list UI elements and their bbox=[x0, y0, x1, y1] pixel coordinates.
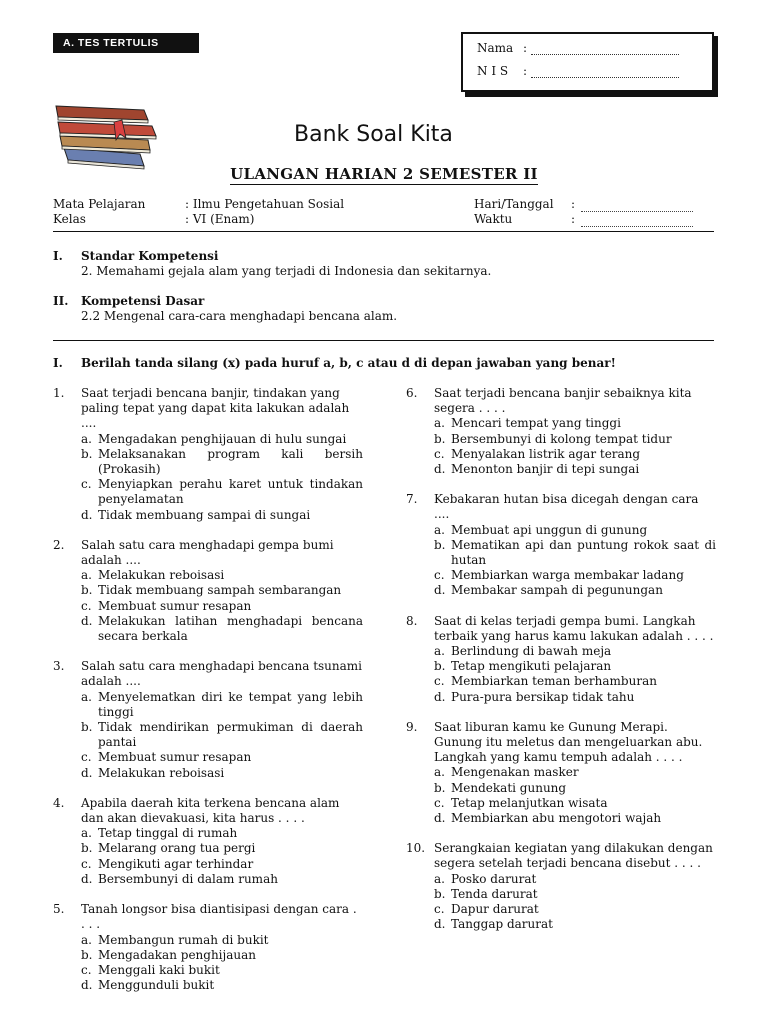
question-number: 2. bbox=[53, 537, 65, 552]
option-text: Tidak membuang sampai di sungai bbox=[98, 507, 311, 522]
option-text: Melakukan reboisasi bbox=[98, 568, 225, 583]
option-letter: a. bbox=[434, 765, 445, 780]
option-text: Membangun rumah di bukit bbox=[98, 932, 269, 947]
option-text: Mengenakan masker bbox=[451, 765, 579, 780]
exam-title-text: ULANGAN HARIAN 2 SEMESTER II bbox=[230, 165, 538, 183]
question-item bbox=[53, 659, 363, 781]
option-text: Bersembunyi di dalam rumah bbox=[98, 871, 278, 886]
answer-option[interactable] bbox=[434, 644, 716, 659]
option-text: Membiarkan warga membakar ladang bbox=[451, 568, 684, 583]
option-letter: d. bbox=[434, 462, 446, 477]
answer-option[interactable] bbox=[434, 659, 716, 674]
question-number: 5. bbox=[53, 902, 65, 917]
option-letter: c. bbox=[434, 446, 445, 461]
option-text: Tenda darurat bbox=[451, 886, 538, 901]
question-item bbox=[406, 492, 716, 598]
time-row bbox=[474, 212, 693, 227]
answer-option[interactable] bbox=[434, 416, 716, 431]
name-row bbox=[477, 41, 679, 55]
question-text: Saat terjadi bencana banjir sebaiknya kita segera . . . . bbox=[434, 386, 692, 416]
option-letter: c. bbox=[434, 568, 445, 583]
option-text: Mengadakan penghijauan di hulu sungai bbox=[98, 431, 347, 446]
questions-right-column bbox=[406, 386, 716, 948]
question-text: Saat di kelas terjadi gempa bumi. Langkah terbaik yang harus kamu lakukan adalah . . . . bbox=[434, 613, 714, 643]
question-item bbox=[406, 386, 716, 477]
question-item bbox=[53, 796, 363, 887]
answer-option[interactable] bbox=[434, 765, 716, 780]
time-sep: : bbox=[571, 212, 576, 226]
nis-field[interactable] bbox=[531, 67, 679, 78]
question-text: Serangkaian kegiatan yang dilakukan dengan segera setelah terjadi bencana disebut . . . . bbox=[434, 841, 713, 871]
question-text: Apabila daerah kita terkena bencana alam dan akan dievakuasi, kita harus . . . . bbox=[81, 795, 340, 826]
option-text: Mengadakan penghijauan bbox=[98, 947, 257, 962]
option-text: Melakukan reboisasi bbox=[98, 765, 225, 780]
brand-title: Bank Soal Kita bbox=[294, 122, 453, 147]
option-letter: b. bbox=[81, 841, 93, 856]
option-letter: d. bbox=[434, 811, 446, 826]
option-letter: a. bbox=[434, 871, 445, 886]
answer-option[interactable] bbox=[81, 720, 363, 750]
option-text: Mematikan api dan puntung rokok saat di hutan bbox=[451, 537, 716, 568]
answer-option[interactable] bbox=[434, 811, 716, 826]
option-text: Menyelematkan diri ke tempat yang lebih tinggi bbox=[98, 689, 363, 719]
option-text: Tetap melanjutkan wisata bbox=[451, 795, 608, 810]
date-sep: : bbox=[571, 197, 576, 211]
answer-option[interactable] bbox=[434, 690, 716, 705]
option-text: Menyiapkan perahu karet untuk tindakan penyelamatan bbox=[98, 477, 363, 507]
books-logo-icon bbox=[52, 100, 172, 170]
option-text: Membuat api unggun di gunung bbox=[451, 522, 648, 537]
sk-title: Standar Kompetensi bbox=[81, 249, 219, 263]
option-letter: c. bbox=[434, 674, 445, 689]
nis-sep: : bbox=[523, 64, 528, 78]
option-text: Tanggap darurat bbox=[451, 917, 553, 932]
option-text: Tetap mengikuti pelajaran bbox=[451, 659, 612, 674]
date-label: Hari/Tanggal bbox=[474, 197, 554, 211]
sk-item: 2. Memahami gejala alam yang terjadi di Indonesia dan sekitarnya. bbox=[81, 264, 492, 278]
option-letter: b. bbox=[81, 446, 93, 461]
option-text: Menggali kaki bukit bbox=[98, 962, 220, 977]
question-number: 4. bbox=[53, 795, 65, 810]
option-text: Dapur darurat bbox=[451, 902, 539, 917]
option-text: Melaksanakan program kali bersih (Prokasih) bbox=[98, 446, 363, 477]
question-item bbox=[406, 720, 716, 826]
option-text: Menyalakan listrik agar terang bbox=[451, 446, 641, 461]
question-text: Salah satu cara menghadapi gempa bumi adalah .... bbox=[81, 537, 334, 568]
question-number: 10. bbox=[406, 841, 426, 856]
subject-value: : Ilmu Pengetahuan Sosial bbox=[185, 197, 345, 211]
answer-option[interactable] bbox=[81, 614, 363, 644]
instruction-number: I. bbox=[53, 356, 63, 370]
option-letter: d. bbox=[434, 917, 446, 932]
question-item bbox=[53, 538, 363, 644]
answer-option[interactable] bbox=[434, 872, 716, 887]
answer-option[interactable] bbox=[434, 568, 716, 583]
answer-option[interactable] bbox=[81, 447, 363, 477]
question-item bbox=[406, 614, 716, 705]
option-letter: a. bbox=[81, 568, 92, 583]
answer-option[interactable] bbox=[81, 948, 363, 963]
option-text: Tidak membuang sampah sembarangan bbox=[98, 583, 342, 598]
class-label: Kelas bbox=[53, 212, 86, 226]
option-letter: b. bbox=[81, 720, 93, 735]
option-letter: b. bbox=[434, 659, 446, 674]
answer-option[interactable] bbox=[434, 583, 716, 598]
option-text: Mengikuti agar terhindar bbox=[98, 856, 254, 871]
time-field[interactable] bbox=[581, 217, 693, 227]
answer-option[interactable] bbox=[81, 933, 363, 948]
option-letter: c. bbox=[81, 962, 92, 977]
kd-item: 2.2 Mengenal cara-cara menghadapi bencana alam. bbox=[81, 309, 398, 323]
option-letter: c. bbox=[81, 750, 92, 765]
answer-option[interactable] bbox=[81, 599, 363, 614]
question-number: 6. bbox=[406, 386, 418, 400]
question-item bbox=[53, 902, 363, 993]
answer-option[interactable] bbox=[81, 841, 363, 856]
question-text: Tanah longsor bisa diantisipasi dengan cara . . . . bbox=[81, 902, 357, 932]
date-row bbox=[474, 197, 693, 212]
option-letter: a. bbox=[81, 932, 92, 947]
question-number: 7. bbox=[406, 492, 418, 507]
option-text: Bersembunyi di kolong tempat tidur bbox=[451, 431, 672, 446]
question-number: 8. bbox=[406, 613, 418, 628]
answer-option[interactable] bbox=[81, 477, 363, 507]
option-letter: d. bbox=[81, 613, 93, 628]
answer-option[interactable] bbox=[81, 432, 363, 447]
option-letter: b. bbox=[434, 431, 446, 446]
option-text: Menonton banjir di tepi sungai bbox=[451, 462, 640, 477]
question-text: Salah satu cara menghadapi bencana tsunami adalah .... bbox=[81, 659, 363, 689]
option-letter: b. bbox=[81, 947, 93, 962]
answer-option[interactable] bbox=[81, 978, 363, 993]
answer-option[interactable] bbox=[434, 781, 716, 796]
option-letter: a. bbox=[434, 644, 445, 659]
option-letter: c. bbox=[81, 856, 92, 871]
option-text: Membuat sumur resapan bbox=[98, 598, 252, 613]
exam-title bbox=[0, 165, 768, 183]
divider-mid bbox=[53, 340, 714, 341]
option-text: Posko darurat bbox=[451, 871, 537, 886]
question-item bbox=[406, 841, 716, 932]
question-number: 9. bbox=[406, 719, 418, 734]
answer-option[interactable] bbox=[434, 887, 716, 902]
option-letter: a. bbox=[434, 416, 445, 431]
name-label: Nama bbox=[477, 41, 514, 55]
answer-option[interactable] bbox=[81, 690, 363, 720]
question-item bbox=[53, 386, 363, 523]
instruction-text: Berilah tanda silang (x) pada huruf a, b, c atau d di depan jawaban yang benar! bbox=[81, 356, 616, 370]
answer-option[interactable] bbox=[81, 857, 363, 872]
question-text: Saat terjadi bencana banjir, tindakan yang paling tepat yang dapat kita lakukan adalah .... bbox=[81, 386, 350, 431]
option-letter: d. bbox=[434, 583, 446, 598]
option-letter: c. bbox=[434, 795, 445, 810]
date-field[interactable] bbox=[581, 202, 693, 212]
answer-option[interactable] bbox=[434, 902, 716, 917]
option-text: Membiarkan abu mengotori wajah bbox=[451, 811, 662, 826]
question-number: 1. bbox=[53, 386, 65, 400]
date-info bbox=[474, 197, 693, 227]
option-text: Berlindung di bawah meja bbox=[451, 644, 612, 659]
answer-option[interactable] bbox=[81, 583, 363, 598]
option-text: Tetap tinggal di rumah bbox=[98, 826, 238, 841]
option-letter: d. bbox=[81, 978, 93, 993]
answer-option[interactable] bbox=[81, 750, 363, 765]
option-letter: c. bbox=[81, 598, 92, 613]
option-text: Mencari tempat yang tinggi bbox=[451, 416, 621, 431]
option-text: Melakukan latihan menghadapi bencana secara berkala bbox=[98, 613, 363, 644]
option-letter: c. bbox=[81, 477, 92, 492]
section-tag: A. TES TERTULIS bbox=[53, 33, 199, 53]
nis-label: N I S bbox=[477, 64, 509, 78]
option-text: Melarang orang tua pergi bbox=[98, 841, 256, 856]
nis-row bbox=[477, 64, 679, 78]
option-text: Menggunduli bukit bbox=[98, 978, 215, 993]
question-text: Saat liburan kamu ke Gunung Merapi. Gunung itu meletus dan mengeluarkan abu. Langkah yang kamu tempuh adalah . . . . bbox=[434, 719, 703, 765]
answer-option[interactable] bbox=[81, 963, 363, 978]
answer-option[interactable] bbox=[81, 872, 363, 887]
option-text: Mendekati gunung bbox=[451, 780, 567, 795]
name-field[interactable] bbox=[531, 44, 679, 55]
question-number: 3. bbox=[53, 659, 65, 674]
time-label: Waktu bbox=[474, 212, 513, 226]
subject-label: Mata Pelajaran bbox=[53, 197, 146, 211]
option-letter: b. bbox=[434, 886, 446, 901]
option-text: Membuat sumur resapan bbox=[98, 750, 252, 765]
answer-option[interactable] bbox=[434, 432, 716, 447]
answer-option[interactable] bbox=[434, 538, 716, 568]
option-letter: d. bbox=[81, 765, 93, 780]
option-letter: a. bbox=[81, 689, 92, 704]
option-text: Membakar sampah di pegunungan bbox=[451, 583, 663, 598]
option-letter: d. bbox=[81, 871, 93, 886]
answer-option[interactable] bbox=[81, 826, 363, 841]
divider-top bbox=[53, 231, 714, 232]
subject-row bbox=[53, 197, 344, 212]
name-sep: : bbox=[523, 41, 528, 55]
option-letter: b. bbox=[81, 583, 93, 598]
kd-title: Kompetensi Dasar bbox=[81, 294, 205, 308]
answer-option[interactable] bbox=[81, 766, 363, 781]
identity-box bbox=[461, 32, 714, 92]
option-letter: b. bbox=[434, 780, 446, 795]
option-text: Tidak mendirikan permukiman di daerah pantai bbox=[98, 720, 363, 750]
answer-option[interactable] bbox=[434, 523, 716, 538]
option-letter: a. bbox=[434, 522, 445, 537]
kd-number: II. bbox=[53, 294, 69, 308]
answer-option[interactable] bbox=[434, 917, 716, 932]
answer-option[interactable] bbox=[434, 462, 716, 477]
option-text: Membiarkan teman berhamburan bbox=[451, 674, 657, 689]
sk-number: I. bbox=[53, 249, 63, 263]
answer-option[interactable] bbox=[434, 674, 716, 689]
answer-option[interactable] bbox=[434, 796, 716, 811]
question-text: Kebakaran hutan bisa dicegah dengan cara .... bbox=[434, 492, 699, 522]
class-value: : VI (Enam) bbox=[185, 212, 255, 226]
option-text: Pura-pura bersikap tidak tahu bbox=[451, 689, 635, 704]
class-row bbox=[53, 212, 344, 227]
subject-info bbox=[53, 197, 344, 227]
option-letter: d. bbox=[434, 689, 446, 704]
option-letter: a. bbox=[81, 826, 92, 841]
answer-option[interactable] bbox=[81, 568, 363, 583]
instruction bbox=[53, 356, 616, 370]
answer-option[interactable] bbox=[434, 447, 716, 462]
option-letter: d. bbox=[81, 507, 93, 522]
answer-option[interactable] bbox=[81, 508, 363, 523]
option-letter: c. bbox=[434, 902, 445, 917]
option-letter: a. bbox=[81, 431, 92, 446]
questions-left-column bbox=[53, 386, 363, 1008]
option-letter: b. bbox=[434, 537, 446, 552]
